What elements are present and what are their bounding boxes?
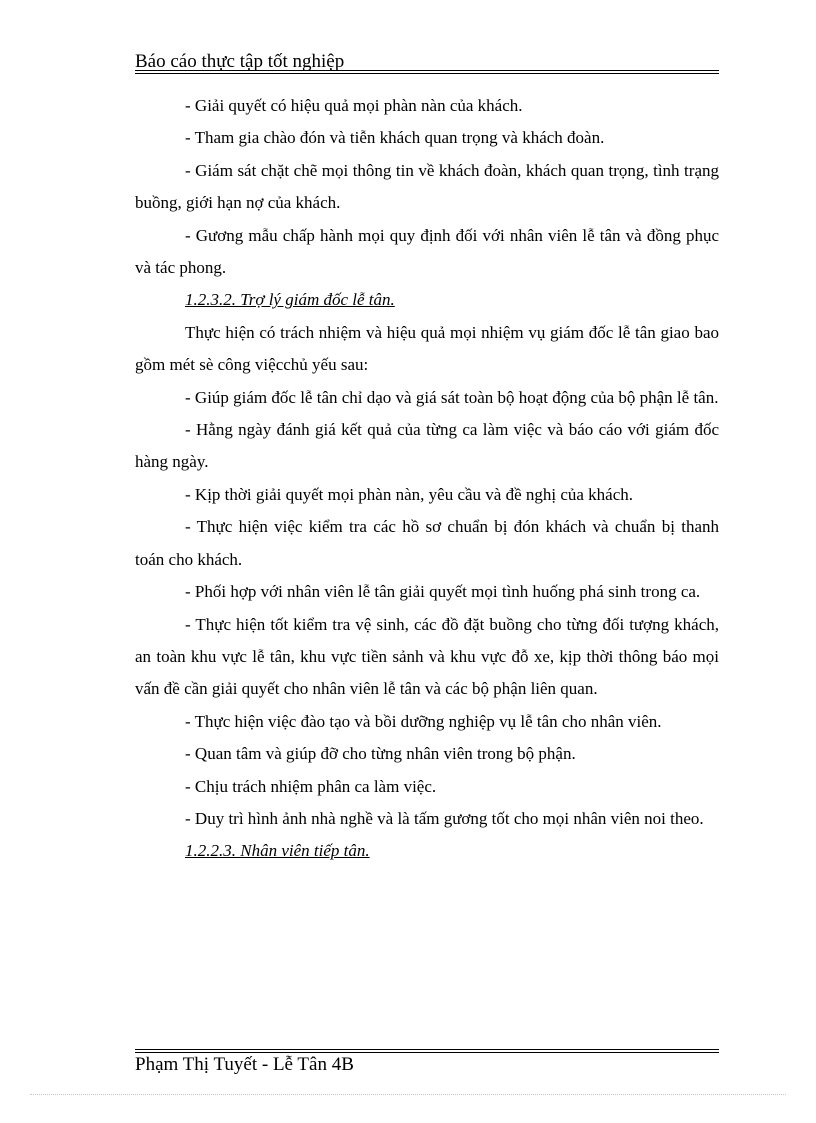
paragraph: - Quan tâm và giúp đỡ cho từng nhân viên trong bộ phận. (185, 744, 576, 764)
paragraph: - Thực hiện tốt kiểm tra vệ sinh, các đồ đặt buồng cho từng đối tượng khách, an toàn khu vực lễ tân, khu vực tiền sảnh và khu vực đỗ xe, kịp thời thông báo mọi vấn đề cần giải quyết cho nhân viên lễ tân và các bộ phận liên quan. (135, 614, 719, 699)
paragraph: - Chịu trách nhiệm phân ca làm việc. (185, 776, 437, 796)
section-heading: 1.2.2.3. Nhân viên tiếp tân. (185, 841, 370, 861)
paragraph: - Thực hiện việc kiểm tra các hồ sơ chuẩn bị đón khách và chuẩn bị thanh toán cho khách. (135, 517, 719, 569)
page-footer-author: Phạm Thị Tuyết - Lễ Tân 4B (135, 1054, 354, 1075)
paragraph: - Gương mẫu chấp hành mọi quy định đối với nhân viên lễ tân và đồng phục và tác phong. (135, 225, 719, 278)
header-rule (135, 70, 719, 74)
paragraph: - Hằng ngày đánh giá kết quả của từng ca làm việc và báo cáo với giám đốc hàng ngày. (135, 420, 719, 472)
paragraph: - Duy trì hình ảnh nhà nghề và là tấm gương tốt cho mọi nhân viên noi theo. (185, 808, 704, 828)
document-body (135, 90, 719, 868)
paragraph: - Phối hợp với nhân viên lễ tân giải quyết mọi tình huống phá sinh trong ca. (185, 582, 701, 602)
page-header-title: Báo cáo thực tập tốt nghiệp (135, 51, 345, 72)
paragraph: - Giúp giám đốc lễ tân chỉ dạo và giá sát toàn bộ hoạt động của bộ phận lễ tân. (185, 387, 719, 407)
section-heading: 1.2.3.2. Trợ lý giám đốc lễ tân. (185, 290, 395, 310)
paragraph: - Tham gia chào đón và tiễn khách quan trọng và khách đoàn. (185, 128, 605, 148)
paragraph: - Thực hiện việc đào tạo và bồi dưỡng nghiệp vụ lễ tân cho nhân viên. (185, 711, 662, 731)
paragraph: - Giải quyết có hiệu quả mọi phàn nàn của khách. (185, 96, 523, 115)
paragraph: Thực hiện có trách nhiệm và hiệu quả mọi nhiệm vụ giám đốc lễ tân giao bao gồm mét sè công việcchủ yếu sau: (135, 322, 719, 375)
paragraph: - Giám sát chặt chẽ mọi thông tin về khách đoàn, khách quan trọng, tình trạng buồng, giới hạn nợ của khách. (135, 160, 719, 213)
page-edge (30, 1094, 786, 1095)
paragraph: - Kịp thời giải quyết mọi phàn nàn, yêu cầu và đề nghị của khách. (185, 484, 634, 504)
